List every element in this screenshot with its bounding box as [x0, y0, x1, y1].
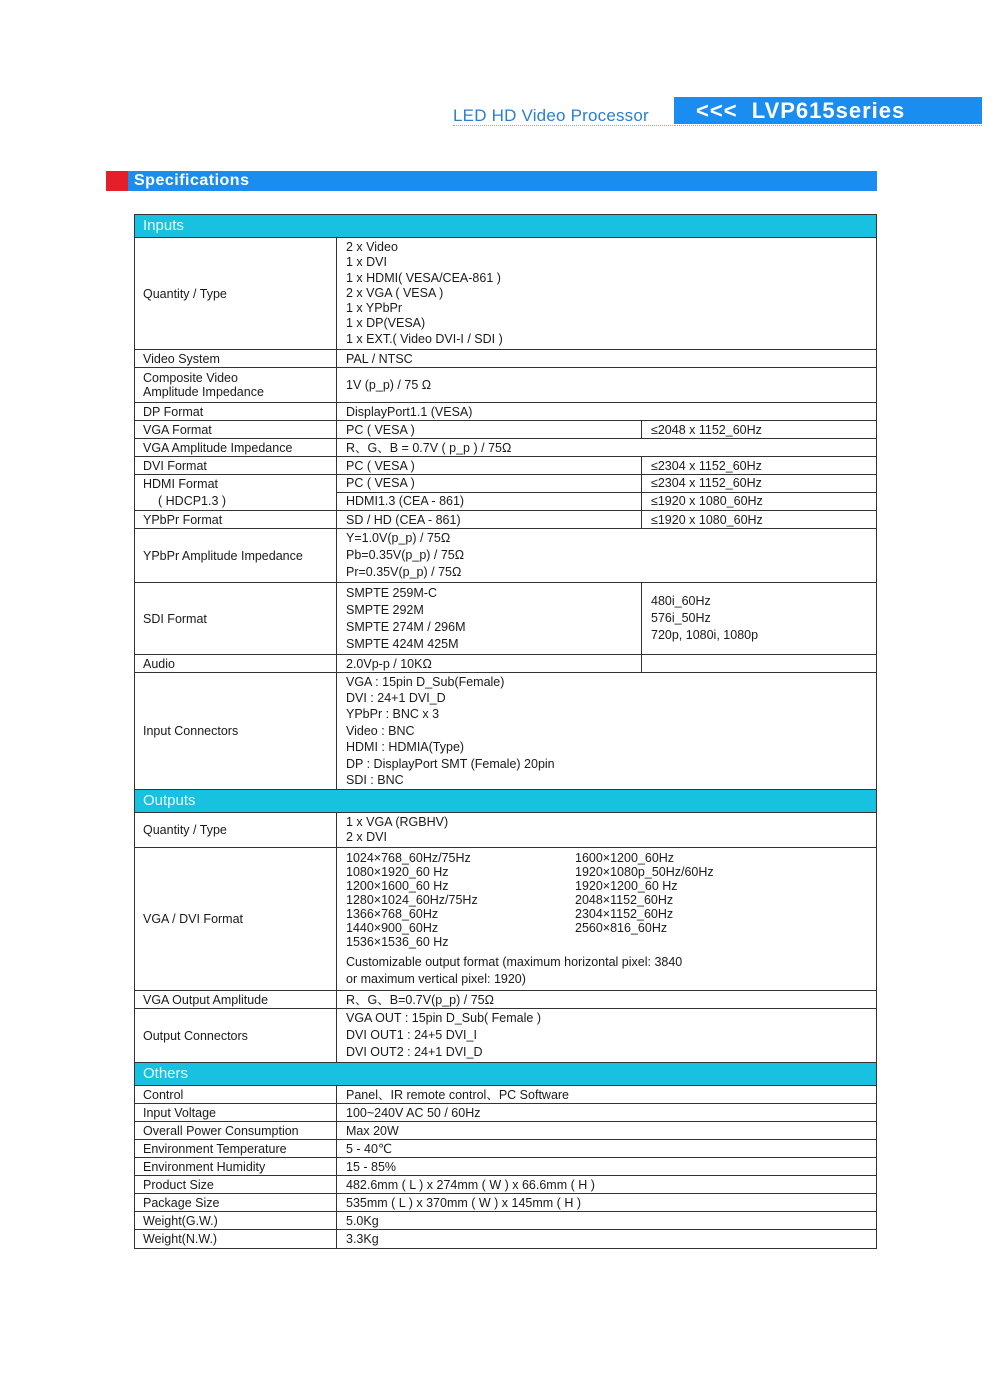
sdi-resolutions — [642, 583, 876, 654]
table-row — [135, 457, 876, 475]
row-value: 5.0Kg — [346, 1213, 379, 1228]
value-line: 2304×1152_60Hz — [575, 906, 674, 921]
table-row — [135, 1212, 876, 1230]
row-value — [337, 583, 876, 654]
table-row — [135, 848, 876, 991]
specifications-title: Specifications — [128, 171, 877, 191]
row-label: Product Size — [135, 1176, 337, 1193]
row-label: Input Connectors — [135, 673, 337, 789]
row-value: PAL / NTSC — [346, 351, 413, 366]
table-row — [135, 350, 876, 368]
specifications-accent — [106, 171, 128, 191]
value-line: SMPTE 259M-C — [346, 585, 437, 600]
value-line: HDMI : HDMIA(Type) — [346, 740, 465, 755]
value-line: SMPTE 274M / 296M — [346, 619, 466, 634]
table-row — [135, 1122, 876, 1140]
label-line: Composite Video — [143, 371, 238, 385]
section-others: Others — [135, 1063, 876, 1086]
value-line: SMPTE 292M — [346, 602, 424, 617]
format-max: ≤1920 x 1080_60Hz — [651, 494, 763, 509]
value-line: SDI : BNC — [346, 773, 404, 788]
value-line: 576i_50Hz — [651, 611, 711, 625]
row-value — [337, 457, 876, 474]
table-row — [135, 368, 876, 403]
row-label: VGA Output Amplitude — [135, 991, 337, 1008]
row-label: Environment Temperature — [135, 1140, 337, 1157]
format-value: HDMI1.3 (CEA - 861) — [337, 493, 642, 510]
value-line: 1920×1080p_50Hz/60Hz — [575, 864, 714, 879]
spec-table — [134, 214, 877, 1249]
table-row — [135, 403, 876, 421]
value-line: VGA OUT : 15pin D_Sub( Female ) — [346, 1011, 541, 1025]
value-line: 2 x Video — [346, 240, 398, 255]
row-label: Video System — [135, 350, 337, 367]
table-row — [135, 813, 876, 848]
row-label: Package Size — [135, 1194, 337, 1211]
label-line: HDMI Format — [143, 476, 218, 491]
value-line: 1 x HDMI( VESA/CEA-861 ) — [346, 270, 501, 285]
row-value: 535mm ( L ) x 370mm ( W ) x 145mm ( H ) — [346, 1195, 581, 1210]
row-value — [337, 238, 876, 349]
format-column — [575, 851, 714, 949]
format-max: ≤2304 x 1152_60Hz — [651, 458, 762, 473]
row-value — [337, 529, 876, 582]
row-value — [337, 421, 876, 438]
value-line: 1 x YPbPr — [346, 301, 403, 316]
row-label: Audio — [135, 655, 337, 672]
format-value: PC ( VESA ) — [337, 475, 642, 492]
row-label: Quantity / Type — [135, 238, 337, 349]
row-label: VGA Amplitude Impedance — [135, 439, 337, 456]
table-row — [135, 583, 876, 655]
value-line: VGA : 15pin D_Sub(Female) — [346, 674, 505, 689]
value-line: 1 x DP(VESA) — [346, 316, 426, 331]
series-divider — [674, 125, 982, 126]
row-label: VGA Format — [135, 421, 337, 438]
table-row — [135, 1009, 876, 1063]
row-label: SDI Format — [135, 583, 337, 654]
value-line: 1920×1200_60 Hz — [575, 878, 678, 893]
value-line: Pr=0.35V(p_p) / 75Ω — [346, 565, 462, 579]
value-line: DP : DisplayPort SMT (Female) 20pin — [346, 756, 555, 771]
label-line: ( HDCP1.3 ) — [158, 493, 227, 508]
series-banner: <<< LVP615series — [674, 97, 982, 124]
row-value — [337, 848, 876, 990]
value-line: 480i_60Hz — [651, 594, 711, 608]
row-value: 1V (p_p) / 75 Ω — [346, 378, 432, 392]
value-line: 720p, 1080i, 1080p — [651, 628, 759, 642]
row-value: R、G、B=0.7V(p_p) / 75Ω — [346, 992, 494, 1007]
row-value: Max 20W — [346, 1123, 399, 1138]
table-row — [135, 529, 876, 583]
table-row — [135, 439, 876, 457]
value-line: Customizable output format (maximum horizontal pixel: 3840 — [346, 954, 683, 969]
row-value: 100~240V AC 50 / 60Hz — [346, 1105, 481, 1120]
label-line: Amplitude Impedance — [143, 385, 264, 399]
row-value: 482.6mm ( L ) x 274mm ( W ) x 66.6mm ( H ) — [346, 1177, 595, 1192]
row-value: 5 - 40℃ — [346, 1141, 393, 1156]
value-line: 1024×768_60Hz/75Hz — [346, 850, 471, 865]
table-row — [135, 1194, 876, 1212]
value-line: DVI : 24+1 DVI_D — [346, 690, 446, 705]
header-subtitle: LED HD Video Processor — [453, 106, 649, 125]
value-line: 2 x VGA ( VESA ) — [346, 285, 444, 300]
value-line: or maximum vertical pixel: 1920) — [346, 971, 526, 986]
row-label: Control — [135, 1086, 337, 1103]
row-label — [135, 475, 337, 510]
table-row — [135, 421, 876, 439]
row-value: DisplayPort1.1 (VESA) — [346, 404, 473, 419]
format-value: SD / HD (CEA - 861) — [337, 511, 642, 528]
table-row — [135, 1176, 876, 1194]
sdi-standards — [337, 583, 642, 654]
value-line: 2 x DVI — [346, 830, 387, 844]
table-row — [135, 1086, 876, 1104]
value-line: 2048×1152_60Hz — [575, 892, 674, 907]
value-line: DVI OUT2 : 24+1 DVI_D — [346, 1045, 483, 1059]
row-value: Panel、IR remote control、PC Software — [346, 1087, 570, 1102]
row-value — [337, 1009, 876, 1062]
format-grid — [346, 851, 876, 949]
value-line: Y=1.0V(p_p) / 75Ω — [346, 531, 451, 545]
format-max: ≤2048 x 1152_60Hz — [651, 422, 762, 437]
value-line: 1440×900_60Hz — [346, 920, 439, 935]
table-row — [135, 991, 876, 1009]
format-value: PC ( VESA ) — [337, 457, 642, 474]
format-value: PC ( VESA ) — [337, 421, 642, 438]
row-value: 3.3Kg — [346, 1232, 379, 1246]
value-line: DVI OUT1 : 24+5 DVI_I — [346, 1028, 477, 1042]
row-value: R、G、B = 0.7V ( p_p ) / 75Ω — [346, 440, 512, 455]
table-row — [135, 238, 876, 350]
row-label: YPbPr Format — [135, 511, 337, 528]
table-row — [135, 673, 876, 790]
row-label: VGA / DVI Format — [135, 848, 337, 990]
row-label: Weight(G.W.) — [135, 1212, 337, 1229]
value-line: 1600×1200_60Hz — [575, 850, 675, 865]
value-line: SMPTE 424M 425M — [346, 636, 459, 651]
value-line: 1 x VGA (RGBHV) — [346, 815, 449, 829]
row-label: DVI Format — [135, 457, 337, 474]
row-label — [135, 368, 337, 402]
section-inputs: Inputs — [135, 215, 876, 238]
value-line: Pb=0.35V(p_p) / 75Ω — [346, 548, 465, 562]
format-value: 2.0Vp-p / 10KΩ — [337, 655, 642, 672]
table-row — [135, 1158, 876, 1176]
table-row — [135, 511, 876, 529]
row-value: 15 - 85% — [346, 1159, 397, 1174]
value-line: 1536×1536_60 Hz — [346, 934, 449, 949]
table-row — [135, 655, 876, 673]
value-line: 1280×1024_60Hz/75Hz — [346, 892, 478, 907]
value-line: YPbPr : BNC x 3 — [346, 707, 440, 722]
table-row — [135, 1230, 876, 1248]
row-label: Environment Humidity — [135, 1158, 337, 1175]
row-label: Input Voltage — [135, 1104, 337, 1121]
table-row — [135, 1104, 876, 1122]
row-value — [337, 511, 876, 528]
format-column — [346, 851, 575, 949]
row-label: YPbPr Amplitude Impedance — [135, 529, 337, 582]
header-divider — [453, 125, 673, 126]
row-label: Quantity / Type — [135, 813, 337, 847]
value-line: 1 x EXT.( Video DVI-I / SDI ) — [346, 331, 503, 346]
row-label: Weight(N.W.) — [135, 1230, 337, 1248]
value-line: Video : BNC — [346, 723, 415, 738]
value-line: 1200×1600_60 Hz — [346, 878, 449, 893]
empty-cell — [642, 655, 876, 672]
row-value — [337, 673, 876, 789]
value-line: 1366×768_60Hz — [346, 906, 439, 921]
row-label: Overall Power Consumption — [135, 1122, 337, 1139]
value-line: 2560×816_60Hz — [575, 920, 668, 935]
row-value — [337, 813, 876, 847]
format-max: ≤1920 x 1080_60Hz — [651, 512, 763, 527]
table-row — [135, 475, 876, 511]
value-line: 1080×1920_60 Hz — [346, 864, 449, 879]
value-line: 1 x DVI — [346, 255, 387, 270]
row-label: DP Format — [135, 403, 337, 420]
row-value — [337, 655, 876, 672]
table-row — [135, 1140, 876, 1158]
section-outputs: Outputs — [135, 790, 876, 813]
row-value — [337, 475, 876, 510]
row-label: Output Connectors — [135, 1009, 337, 1062]
format-max: ≤2304 x 1152_60Hz — [651, 476, 762, 491]
